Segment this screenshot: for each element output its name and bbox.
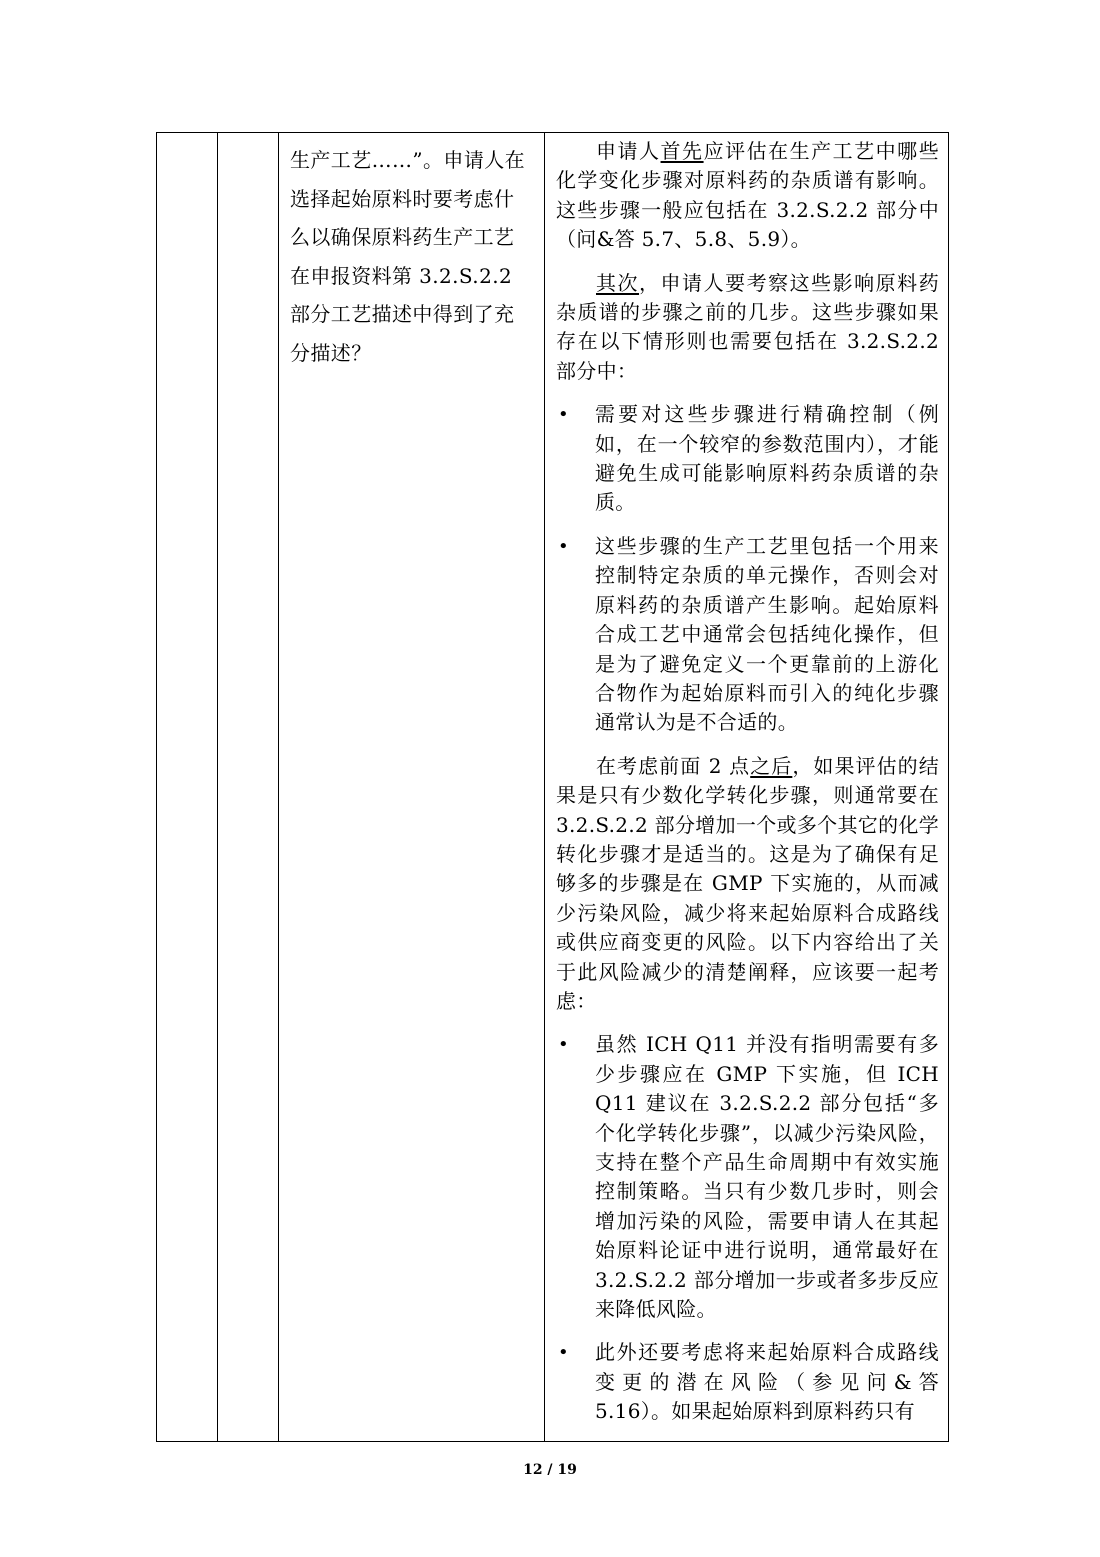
table-cell-empty-1 xyxy=(157,133,218,1442)
bullet-icon: • xyxy=(558,535,569,557)
emphasis-first: 首先 xyxy=(660,139,704,163)
bullet-list-1 xyxy=(556,400,939,737)
answer-paragraph-2: 其次，申请人要考察这些影响原料药杂质谱的步骤之前的几步。这些步骤如果存在以下情形则也需要包括在 3.2.S.2.2 部分中： xyxy=(556,270,939,383)
bullet-icon: • xyxy=(558,1342,569,1364)
table-cell-empty-2 xyxy=(218,133,279,1442)
content-table xyxy=(156,132,949,1442)
list-item: • 需要对这些步骤进行精确控制（例如，在一个较窄的参数范围内），才能避免生成可能影响原料药杂质谱的杂质。 xyxy=(558,402,939,515)
emphasis-second: 其次 xyxy=(596,270,640,295)
list-item: • 此外还要考虑将来起始原料合成路线变更的潜在风险（参见问&答 5.16）。如果起始原料到原料药只有 xyxy=(558,1340,939,1424)
table-row xyxy=(157,133,949,1442)
question-text: 生产工艺……”。申请人在选择起始原料时要考虑什么以确保原料药生产工艺在申报资料第 3.2.S.2.2 部分工艺描述中得到了充分描述？ xyxy=(290,148,526,365)
bullet-list-2 xyxy=(556,1030,939,1426)
bullet-icon: • xyxy=(558,404,569,426)
answer-paragraph-1: 申请人首先应评估在生产工艺中哪些化学变化步骤对原料药的杂质谱有影响。这些步骤一般应包括在 3.2.S.2.2 部分中（问&答 5.7、5.8、5.9）。 xyxy=(556,139,939,252)
bullet-icon: • xyxy=(558,1034,569,1056)
page-number: 12 / 19 xyxy=(523,1462,577,1478)
list-item: • 虽然 ICH Q11 并没有指明需要有多少步骤应在 GMP 下实施，但 ICH Q11 建议在 3.2.S.2.2 部分包括“多个化学转化步骤”，以减少污染风险，支持在整个产品生命周期中有效实施控制策略。当只有少数几步时，则会增加污染的风险，需要申请人在其起始原料论证中进行说明，通常最好在 3.2.S.2.2 部分增加一步或者多步反应来降低风险。 xyxy=(558,1032,939,1322)
emphasis-after: 之后 xyxy=(750,753,793,778)
list-item: • 这些步骤的生产工艺里包括一个用来控制特定杂质的单元操作，否则会对原料药的杂质谱产生影响。起始原料合成工艺中通常会包括纯化操作，但是为了避免定义一个更靠前的上游化合物作为起始原料而引入的纯化步骤通常认为是不合适的。 xyxy=(558,533,939,735)
answer-body xyxy=(545,133,948,1427)
answer-paragraph-3: 在考虑前面 2 点之后，如果评估的结果是只有少数化学转化步骤，则通常要在 3.2.S.2.2 部分增加一个或多个其它的化学转化步骤才是适当的。这是为了确保有足够多的步骤是在 GMP 下实施的，从而减少污染风险，减少将来起始原料合成路线或供应商变更的风险。以下内容给出了关于此风险减少的清楚阐释，应该要一起考虑： xyxy=(556,753,939,1013)
answer-cell xyxy=(545,133,949,1442)
question-cell xyxy=(279,133,545,1442)
